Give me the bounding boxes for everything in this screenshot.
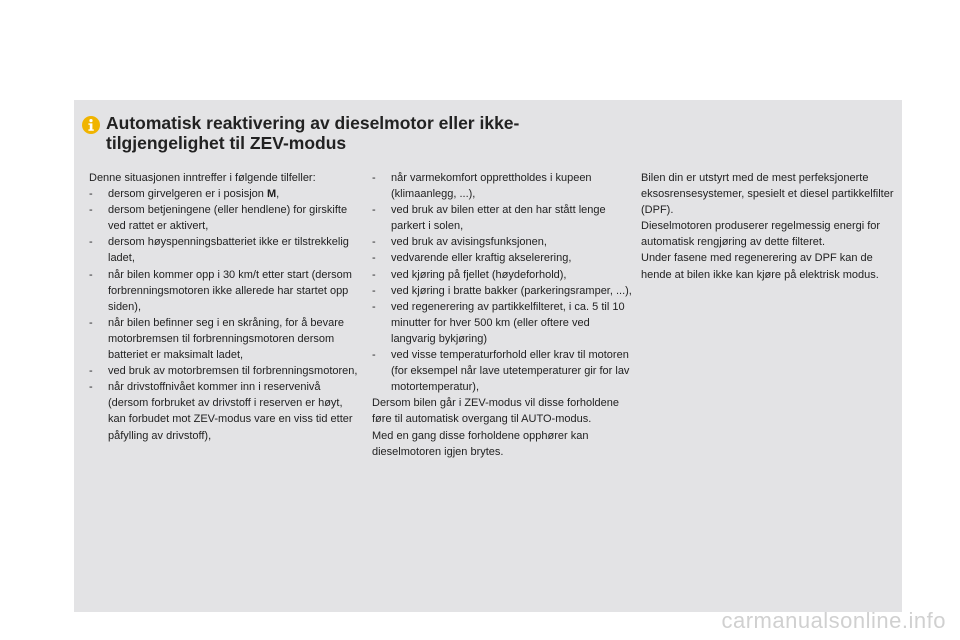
list-item-text: ved regenerering av partikkelfilteret, i ca. 5 til 10 minutter for hver 500 km (eller oftere ved langvarig bykjøring) [391,300,625,345]
list-item-text: ved kjøring i bratte bakker (parkeringsramper, ...), [391,284,632,297]
list-item [89,267,359,315]
bullet-dash: - [89,236,93,249]
list-item-text: når bilen kommer opp i 30 km/t etter start (dersom forbrenningsmotoren ikke allerede har startet opp siden), [108,268,352,313]
bullet-dash: - [372,349,376,362]
paragraph: Dersom bilen går i ZEV-modus vil disse forholdene føre til automatisk overgang til AUTO-modus. [372,397,620,426]
gear-position-m: M [266,188,277,201]
list-item [89,234,359,266]
bullet-dash: - [372,268,376,281]
list-item [372,234,634,250]
list-item [89,363,359,379]
column-3 [641,170,897,283]
list-item-text: når bilen befinner seg i en skråning, for å bevare motorbremsen til forbrenningsmotoren dersom batteriet er maksimalt ladet, [108,316,345,362]
intro-text: Denne situasjonen inntreffer i følgende tilfeller: [89,172,316,184]
list-item-text: når drivstoffnivået kommer inn i reservenivå (dersom forbruket av drivstoff i reserven er høyt, kan forbudet mot ZEV-modus vare en viss tid etter påfylling av drivstoff), [108,381,353,442]
info-icon [82,116,100,134]
paragraph: Under fasene med regenerering av DPF kan de hende at bilen ikke kan kjøre på elektrisk modus. [641,252,879,281]
list-item-text: ved bruk av avisingsfunksjonen, [391,236,547,249]
list-item-text: vedvarende eller kraftig akselerering, [391,252,572,265]
list-item [89,315,359,363]
column-1 [89,170,359,444]
bullet-dash: - [89,204,93,217]
paragraph: Med en gang disse forholdene opphører kan dieselmotoren igjen brytes. [372,429,589,458]
list-item [372,250,634,266]
list-item [372,283,634,299]
list-item-text: dersom høyspenningsbatteriet ikke er tilstrekkelig ladet, [108,236,349,265]
list-item [372,170,634,202]
paragraph: Dieselmotoren produserer regelmessig energi for automatisk rengjøring av dette filteret. [641,220,881,249]
bullet-dash: - [372,252,376,265]
column-2 [372,170,634,460]
list-item [372,347,634,395]
bullet-dash: - [372,236,376,249]
list-item-text: ved visse temperaturforhold eller krav til motoren (for eksempel når lave utetemperaturer gir for lav motortemperatur), [391,349,630,394]
bullet-dash: - [89,365,93,378]
bullet-dash: - [89,268,93,281]
section-title: Automatisk reaktivering av dieselmotor eller ikke-tilgjengelighet til ZEV-modus [106,113,520,153]
bullet-dash: - [89,188,93,201]
bullet-dash: - [372,284,376,297]
bullet-dash: - [372,300,376,313]
bullet-dash: - [372,204,376,217]
list-item-text: ved bruk av bilen etter at den har stått lenge parkert i solen, [391,204,606,233]
bullet-dash: - [372,172,376,184]
watermark: carmanualsonline.info [721,608,946,633]
list-item [89,202,359,234]
list-item-text: ved kjøring på fjellet (høydeforhold), [391,268,567,281]
list-item-text: ved bruk av motorbremsen til forbrenningsmotoren, [108,365,358,378]
paragraph: Bilen din er utstyrt med de mest perfeksjonerte eksosrensesystemer, spesielt et diesel partikkelfilter (DPF). [641,172,894,217]
list-item [372,267,634,283]
list-item-text: når varmekomfort opprettholdes i kupeen (klimaanlegg, ...), [391,172,592,201]
list-item-text: dersom betjeningene (eller hendlene) for girskifte ved rattet er aktivert, [108,204,348,233]
bullet-dash: - [89,316,93,329]
list-item [89,379,359,443]
bullet-dash: - [89,381,93,394]
list-item [372,202,634,234]
list-item-text: dersom girvelgeren er i posisjon M, [108,188,280,201]
list-item [372,299,634,347]
list-item [89,186,359,202]
